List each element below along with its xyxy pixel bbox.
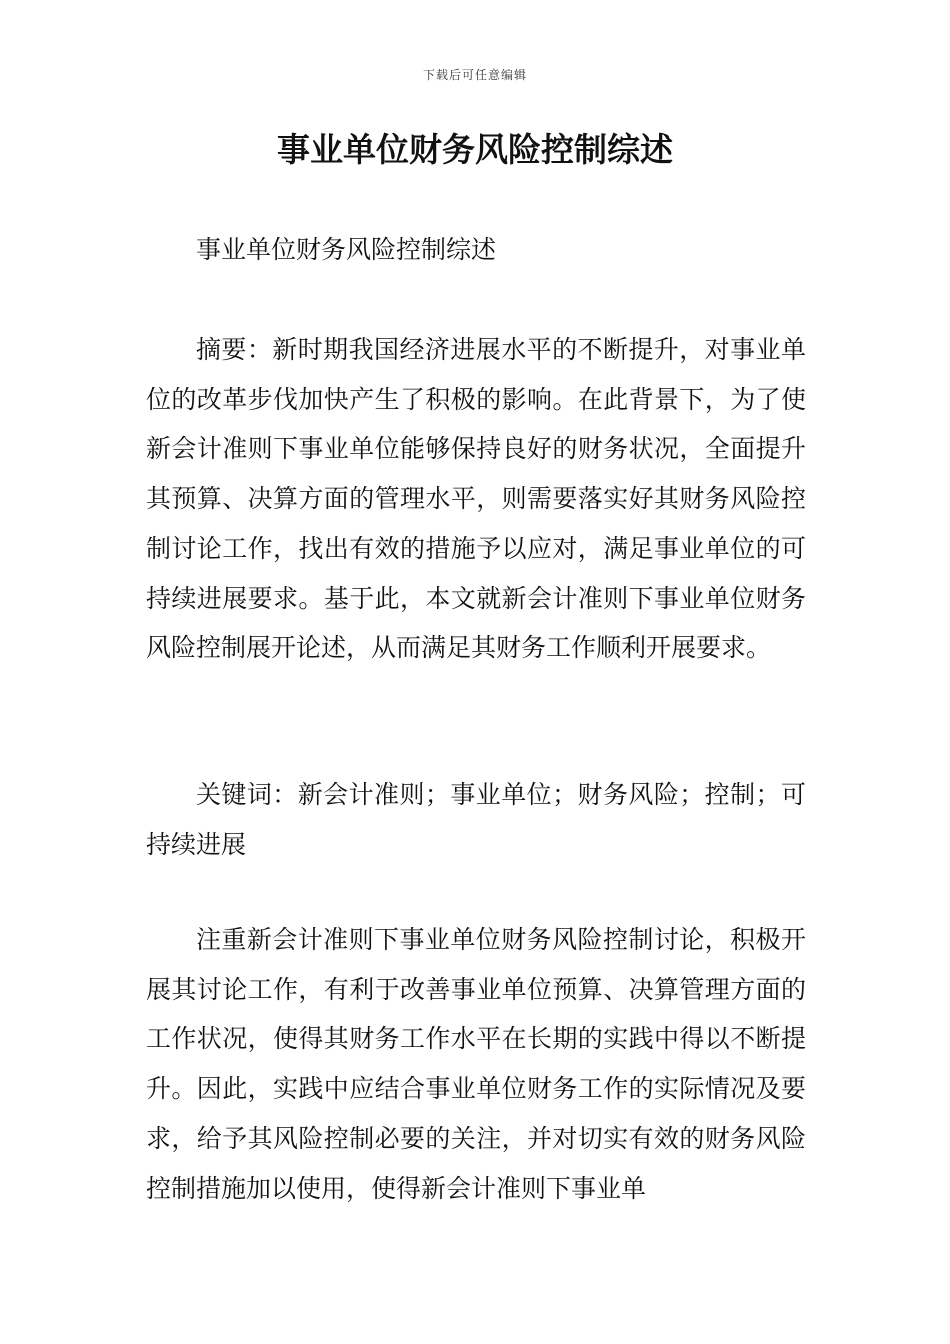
keywords-paragraph: 关键词：新会计准则；事业单位；财务风险；控制；可持续进展 <box>146 780 806 859</box>
document-title: 事业单位财务风险控制综述 <box>277 130 673 169</box>
abstract-paragraph: 摘要：新时期我国经济进展水平的不断提升，对事业单位的改革步伐加快产生了积极的影响。在此背景下，为了使新会计准则下事业单位能够保持良好的财务状况，全面提升其预算、决算方面的管理水平，则需要落实好其财务风险控制讨论工作，找出有效的措施予以应对，满足事业单位的可持续进展要求。基于此，本文就新会计准则下事业单位财务风险控制展开论述，从而满足其财务工作顺利开展要求。 <box>146 335 806 663</box>
header-note: 下载后可任意编辑 <box>422 68 527 82</box>
intro-paragraph: 注重新会计准则下事业单位财务风险控制讨论，积极开展其讨论工作，有利于改善事业单位预算、决算管理方面的工作状况，使得其财务工作水平在长期的实践中得以不断提升。因此，实践中应结合事业单位财务工作的实际情况及要求，给予其风险控制必要的关注，并对切实有效的财务风险控制措施加以使用，使得新会计准则下事业单 <box>146 925 806 1203</box>
subtitle-paragraph: 事业单位财务风险控制综述 <box>196 235 497 264</box>
